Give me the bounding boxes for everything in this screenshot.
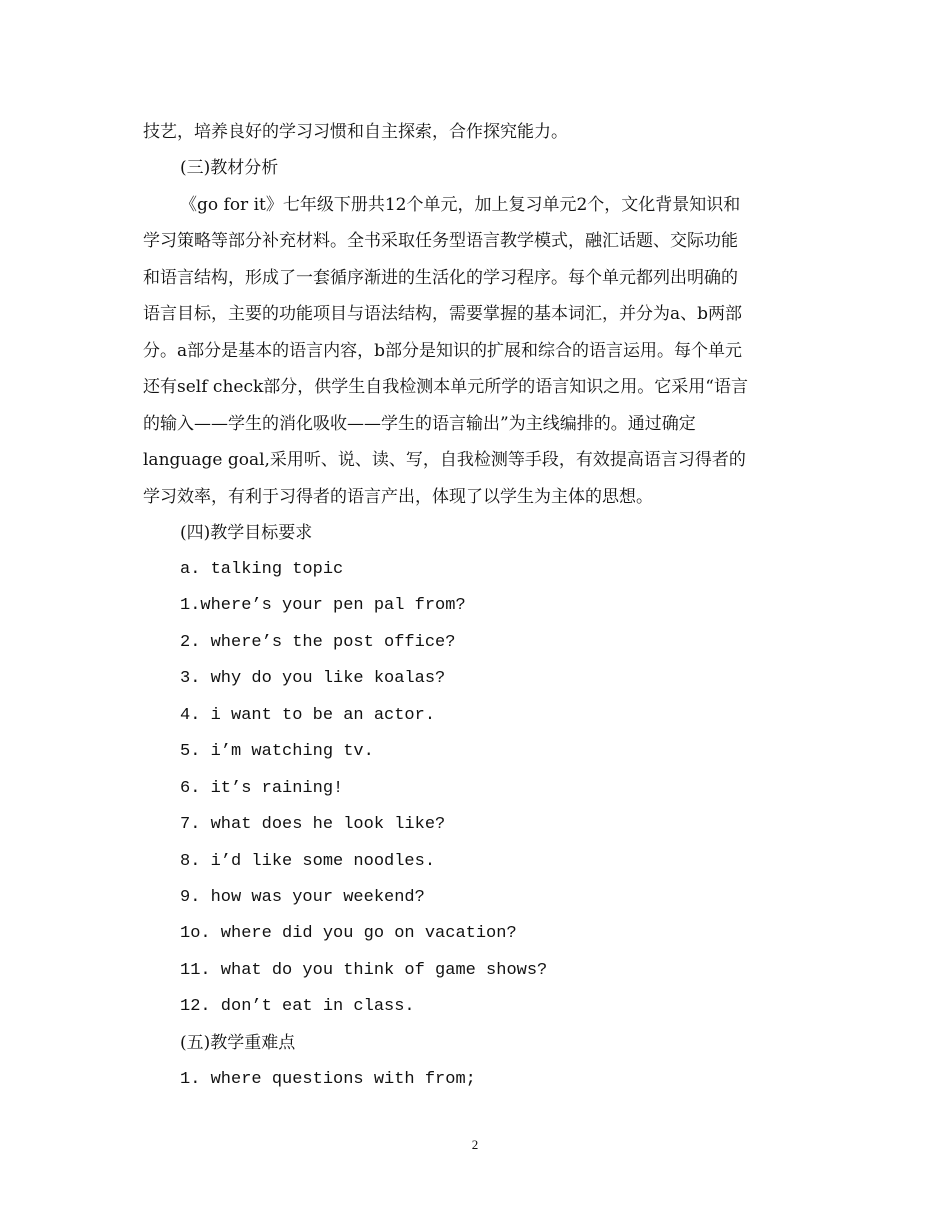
list-item: 2. where’s the post office? bbox=[180, 633, 456, 652]
paragraph-line: language goal,采用听、说、读、写，自我检测等手段，有效提高语言习得者的 bbox=[143, 450, 746, 470]
paragraph-line: 分。a部分是基本的语言内容，b部分是知识的扩展和综合的语言运用。每个单元 bbox=[143, 341, 743, 361]
list-item: 7. what does he look like? bbox=[180, 815, 446, 834]
list-item: 3. why do you like koalas? bbox=[180, 669, 446, 688]
list-item: 1. where questions with from; bbox=[180, 1070, 476, 1089]
paragraph-line: 还有self check部分，供学生自我检测本单元所学的语言知识之用。它采用“语言 bbox=[143, 377, 748, 397]
list-item: 4. i want to be an actor. bbox=[180, 706, 436, 725]
paragraph-line: 学习策略等部分补充材料。全书采取任务型语言教学模式，融汇话题、交际功能 bbox=[143, 231, 738, 251]
list-item: 11. what do you think of game shows? bbox=[180, 961, 548, 980]
paragraph-line: 学习效率，有利于习得者的语言产出，体现了以学生为主体的思想。 bbox=[143, 487, 653, 507]
paragraph-line: 的输入——学生的消化吸收——学生的语言输出”为主线编排的。通过确定 bbox=[143, 414, 696, 434]
subsection-label: a. talking topic bbox=[180, 560, 344, 579]
list-item: 9. how was your weekend? bbox=[180, 888, 425, 907]
list-item: 12. don’t eat in class. bbox=[180, 997, 415, 1016]
paragraph-line: 技艺，培养良好的学习习惯和自主探索，合作探究能力。 bbox=[143, 122, 568, 142]
list-item: 8. i’d like some noodles. bbox=[180, 852, 436, 871]
list-item: 5. i’m watching tv. bbox=[180, 742, 374, 761]
section-heading: (四)教学目标要求 bbox=[180, 523, 313, 543]
paragraph-line: 《go for it》七年级下册共12个单元，加上复习单元2个，文化背景知识和 bbox=[180, 195, 741, 215]
paragraph-line: 和语言结构，形成了一套循序渐进的生活化的学习程序。每个单元都列出明确的 bbox=[143, 268, 738, 288]
list-item: 1o. where did you go on vacation? bbox=[180, 924, 517, 943]
list-item: 1.where’s your pen pal from? bbox=[180, 596, 466, 615]
section-heading: (五)教学重难点 bbox=[180, 1033, 296, 1053]
page-number: 2 bbox=[471, 1137, 479, 1152]
list-item: 6. it’s raining! bbox=[180, 779, 344, 798]
section-heading: (三)教材分析 bbox=[180, 158, 279, 178]
paragraph-line: 语言目标，主要的功能项目与语法结构，需要掌握的基本词汇，并分为a、b两部 bbox=[143, 304, 743, 324]
